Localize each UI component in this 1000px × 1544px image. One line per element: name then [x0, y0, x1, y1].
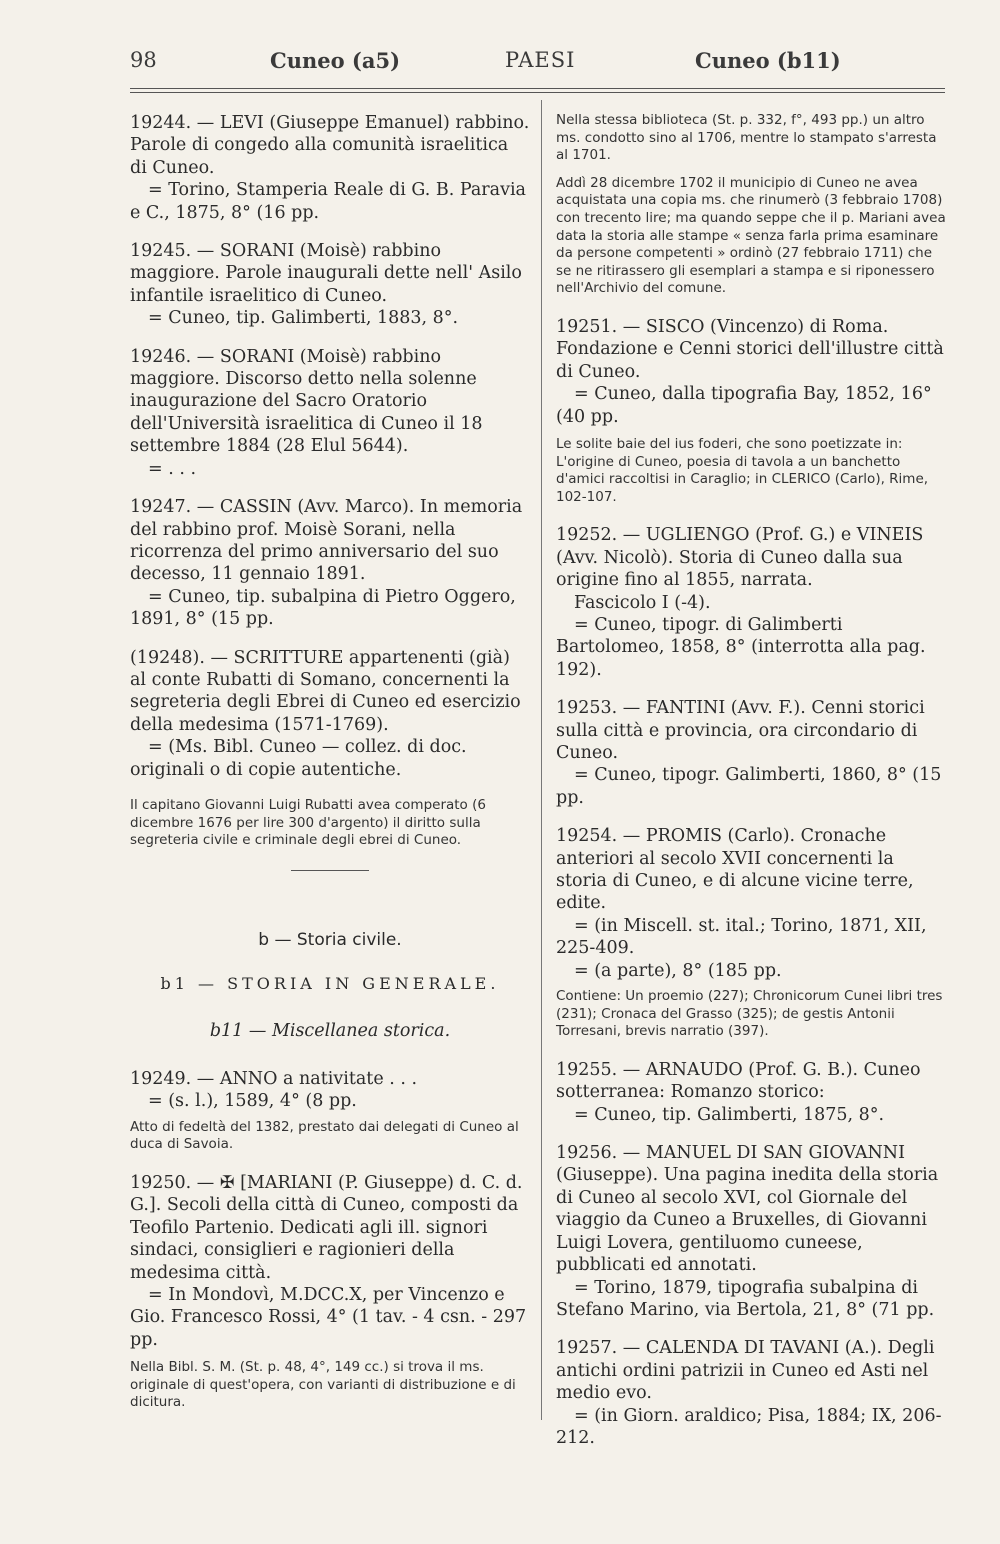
- entry-imprint: = Torino, 1879, tipografia subalpina di Stefano Marino, via Bertola, 21, 8° (71 pp.: [556, 1277, 935, 1320]
- entry-imprint: = Cuneo, tipogr. Galimberti, 1860, 8° (15 pp.: [556, 765, 942, 808]
- entry-19255: [556, 1059, 948, 1126]
- entry-note: Atto di fedeltà del 1382, prestato dai delegati di Cuneo al duca di Savoia.: [130, 1118, 519, 1153]
- entry-main: 19245. — SORANI (Moisè) rabbino maggiore. Parole inaugurali dette nell' Asilo infantile israelitico di Cuneo.: [130, 241, 522, 306]
- entry-19246: [130, 346, 530, 480]
- section-divider-rule: [291, 870, 369, 871]
- header-rule-double: [130, 92, 945, 93]
- entry-imprint: = Cuneo, tip. subalpina di Pietro Oggero, 1891, 8° (15 pp.: [130, 586, 516, 630]
- left-column: [130, 112, 530, 1430]
- entry-main: 19256. — MANUEL DI SAN GIOVANNI (Giuseppe). Una pagina inedita della storia di Cuneo al secolo XVI, col Giornale del viaggio da Cuneo a Bruxelles, di Giovanni Luigi Lovera, gentiluomo cuneese, pubblicati ed annotati.: [556, 1143, 939, 1276]
- right-section-title: Cuneo (b11): [695, 48, 841, 73]
- entry-19256: [556, 1142, 948, 1321]
- entry-imprint-2: = (a parte), 8° (185 pp.: [574, 960, 782, 981]
- entry-19248: [130, 647, 530, 781]
- section-heading-b1: b1 — STORIA IN GENERALE.: [160, 974, 500, 994]
- entry-imprint: = Cuneo, tip. Galimberti, 1875, 8°.: [574, 1104, 885, 1125]
- entry-imprint: = Cuneo, tipogr. di Galimberti Bartolomeo, 1858, 8° (interrotta alla pag. 192).: [556, 614, 926, 680]
- entry-imprint: = Cuneo, tip. Galimberti, 1883, 8°.: [148, 308, 459, 329]
- entry-main: 19254. — PROMIS (Carlo). Cronache anteriori al secolo XVII concernenti la storia di Cuneo, e di alcune vicine terre, edite.: [556, 826, 914, 914]
- entry-19253: [556, 697, 948, 809]
- entry-19247: [130, 496, 530, 630]
- section-heading-b11: b11 — Miscellanea storica.: [209, 1020, 451, 1041]
- entry-main: 19244. — LEVI (Giuseppe Emanuel) rabbino. Parole di congedo alla comunità israelitica di Cuneo.: [130, 113, 530, 178]
- entry-note: Le solite baie del ius foderi, che sono poetizzate in: L'origine di Cuneo, poesia di tavola a un banchetto d'amici raccoltisi in Caraglio; in CLERICO (Carlo), Rime, 102-107.: [556, 435, 929, 505]
- entry-19257: [556, 1337, 948, 1449]
- left-section-title: Cuneo (a5): [270, 48, 401, 73]
- entry-note: Il capitano Giovanni Luigi Rubatti avea comperato (6 dicembre 1676 per lire 300 d'argento) il diritto sulla segreteria civile e criminale degli ebrei di Cuneo.: [130, 796, 486, 849]
- right-column: [556, 112, 948, 1465]
- entry-main: 19246. — SORANI (Moisè) rabbino maggiore. Discorso detto nella solenne inaugurazione del Sacro Oratorio dell'Università israelitica di Cuneo il 18 settembre 1884 (28 Elul 5644).: [130, 346, 483, 457]
- entry-imprint: = (in Miscell. st. ital.; Torino, 1871, XII, 225-409.: [556, 915, 927, 959]
- entry-main: 19253. — FANTINI (Avv. F.). Cenni storici sulla città e provincia, ora circondario di Cuneo.: [556, 698, 925, 763]
- entry-main: 19247. — CASSIN (Avv. Marco). In memoria del rabbino prof. Moisè Sorani, nella ricorrenza del primo anniversario del suo decesso, 11 gennaio 1891.: [130, 497, 523, 585]
- entry-19254: [556, 825, 948, 982]
- entry-19249: [130, 1068, 530, 1113]
- entry-19244: [130, 112, 530, 224]
- entry-fascicolo: Fascicolo I (-4).: [574, 592, 711, 613]
- entry-main: (19248). — SCRITTURE appartenenti (già) al conte Rubatti di Somano, concernenti la segreteria degli Ebrei di Cuneo ed esercizio della medesima (1571-1769).: [130, 647, 521, 735]
- entry-main: 19252. — UGLIENGO (Prof. G.) e VINEIS (Avv. Nicolò). Storia di Cuneo dalla sua origine fino al 1855, narrata.: [556, 525, 924, 591]
- entry-19250: [130, 1172, 530, 1351]
- entry-imprint: = Torino, Stamperia Reale di G. B. Paravia e C., 1875, 8° (16 pp.: [130, 180, 526, 223]
- entry-imprint: = . . .: [148, 458, 197, 479]
- page-header: [130, 48, 945, 84]
- entry-19251: [556, 316, 948, 428]
- header-rule: [130, 88, 945, 89]
- entry-imprint: = Cuneo, dalla tipografia Bay, 1852, 16° (40 pp.: [556, 384, 932, 427]
- entry-main: 19250. — ✠ [MARIANI (P. Giuseppe) d. C. d. G.]. Secoli della città di Cuneo, composti da Teofilo Partenio. Dedicati agli ill. signori sindaci, consiglieri e ragionieri della medesima città.: [130, 1172, 523, 1283]
- entry-imprint: = (in Giorn. araldico; Pisa, 1884; IX, 206-212.: [556, 1405, 942, 1448]
- note-continuation: Nella stessa biblioteca (St. p. 332, f°, 493 pp.) un altro ms. condotto sino al 1706, mentre lo stampato s'arresta al 1701.: [556, 112, 937, 164]
- section-heading-b: b — Storia civile.: [258, 929, 402, 950]
- entry-main: 19251. — SISCO (Vincenzo) di Roma. Fondazione e Cenni storici dell'illustre città di Cuneo.: [556, 316, 944, 382]
- page-number: 98: [130, 48, 157, 72]
- entry-imprint: = (Ms. Bibl. Cuneo — collez. di doc. originali o di copie autentiche.: [130, 737, 467, 780]
- entry-note: Nella Bibl. S. M. (St. p. 48, 4°, 149 cc.) si trova il ms. originale di quest'opera, con varianti di distribuzione e di dicitura.: [130, 1359, 516, 1411]
- column-divider: [541, 100, 542, 1420]
- entry-main: 19257. — CALENDA DI TAVANI (A.). Degli antichi ordini patrizii in Cuneo ed Asti nel medio evo.: [556, 1338, 935, 1404]
- entry-imprint: = In Mondovì, M.DCC.X, per Vincenzo e Gio. Francesco Rossi, 4° (1 tav. - 4 csn. - 297 pp.: [130, 1285, 527, 1350]
- entry-19245: [130, 240, 530, 330]
- entry-19252: [556, 524, 948, 681]
- entry-imprint: = (s. l.), 1589, 4° (8 pp.: [148, 1091, 357, 1112]
- entry-main: 19255. — ARNAUDO (Prof. G. B.). Cuneo sotterranea: Romanzo storico:: [556, 1059, 921, 1103]
- center-running-title: PAESI: [505, 48, 576, 72]
- entry-note: Contiene: Un proemio (227); Chronicorum Cunei libri tres (231); Cronaca del Grasso (325); de gestis Antonii Torresani, brevis narratio (397).: [556, 988, 943, 1040]
- note-continuation-2: Addì 28 dicembre 1702 il municipio di Cuneo ne avea acquistata una copia ms. che rinumerò (3 febbraio 1708) con trecento lire; ma quando seppe che il p. Mariani avea data la storia alle stampe « senza farla prima esaminare da persone competenti » ordinò (27 febbraio 1711) che se ne ritirassero gli esemplari a stampa e si riponessero nell'Archivio del comune.: [556, 174, 946, 297]
- entry-main: 19249. — ANNO a nativitate . . .: [130, 1068, 418, 1089]
